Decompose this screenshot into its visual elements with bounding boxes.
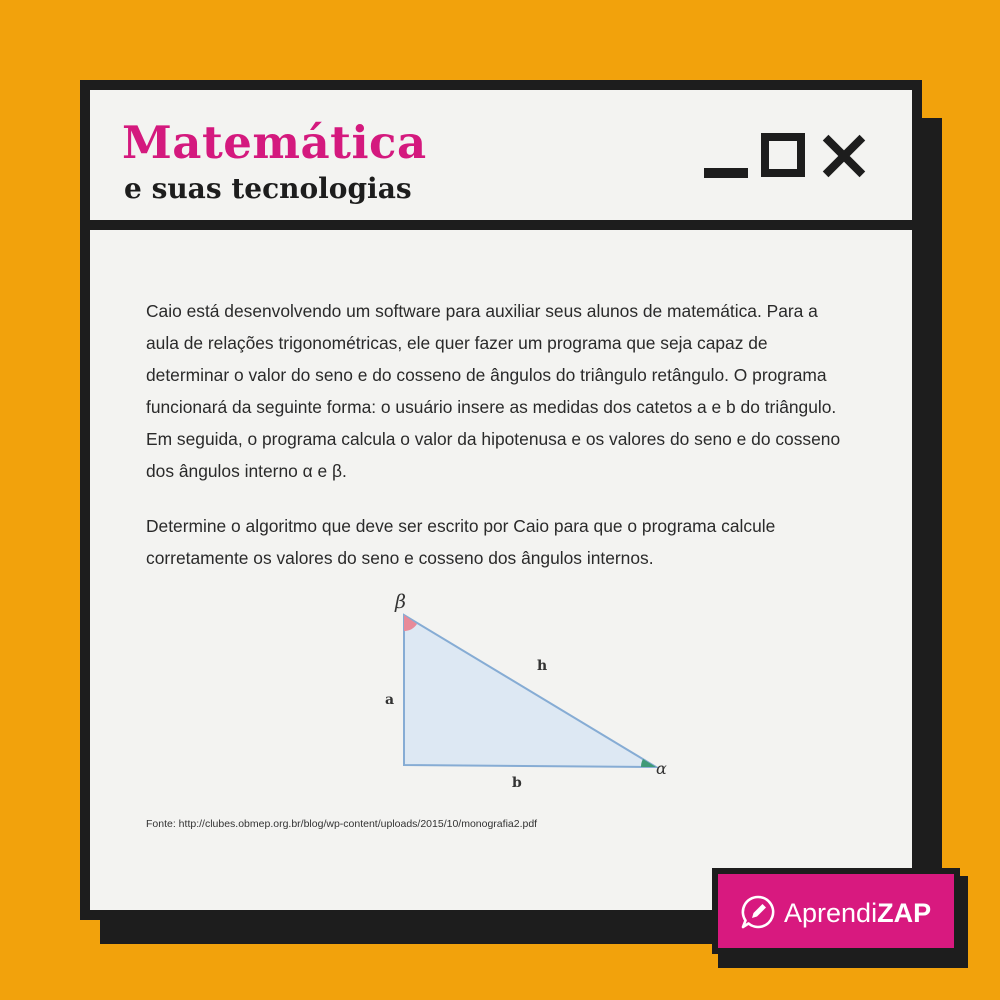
page-subtitle: e suas tecnologias bbox=[124, 172, 412, 205]
aprendizap-logo bbox=[712, 868, 960, 954]
label-b: b bbox=[512, 775, 522, 791]
alpha-angle-marker bbox=[641, 759, 656, 767]
page-title: Matemática bbox=[122, 116, 427, 169]
pencil-chat-icon bbox=[740, 894, 776, 930]
label-a: a bbox=[385, 692, 395, 708]
right-triangle-diagram bbox=[90, 90, 912, 910]
logo-text bbox=[784, 898, 931, 929]
label-h: h bbox=[537, 658, 548, 674]
logo-text-bold: ZAP bbox=[877, 898, 932, 928]
label-alpha: α bbox=[656, 759, 667, 778]
logo-text-regular: Aprendi bbox=[784, 898, 878, 928]
question-paragraph-2: Determine o algoritmo que deve ser escrito por Caio para que o programa calcule corretamente os valores do seno e cosseno dos ângulos internos. bbox=[146, 516, 776, 568]
label-beta: β bbox=[395, 591, 406, 613]
question-paragraph-1: Caio está desenvolvendo um software para auxiliar seus alunos de matemática. Para a aula de relações trigonométricas, ele quer fazer um programa que seja capaz de determinar o valor do seno e do cosseno de ângulos do triângulo retângulo. O programa funcionará da seguinte forma: o usuário insere as medidas dos catetos a e b do triângulo. Em seguida, o programa calcula o valor da hipotenusa e os valores do seno e do cosseno dos ângulos interno α e β. bbox=[146, 301, 841, 481]
source-citation: Fonte: http://clubes.obmep.org.br/blog/wp-content/uploads/2015/10/monografia2.pdf bbox=[146, 818, 538, 830]
app-window bbox=[80, 80, 922, 920]
